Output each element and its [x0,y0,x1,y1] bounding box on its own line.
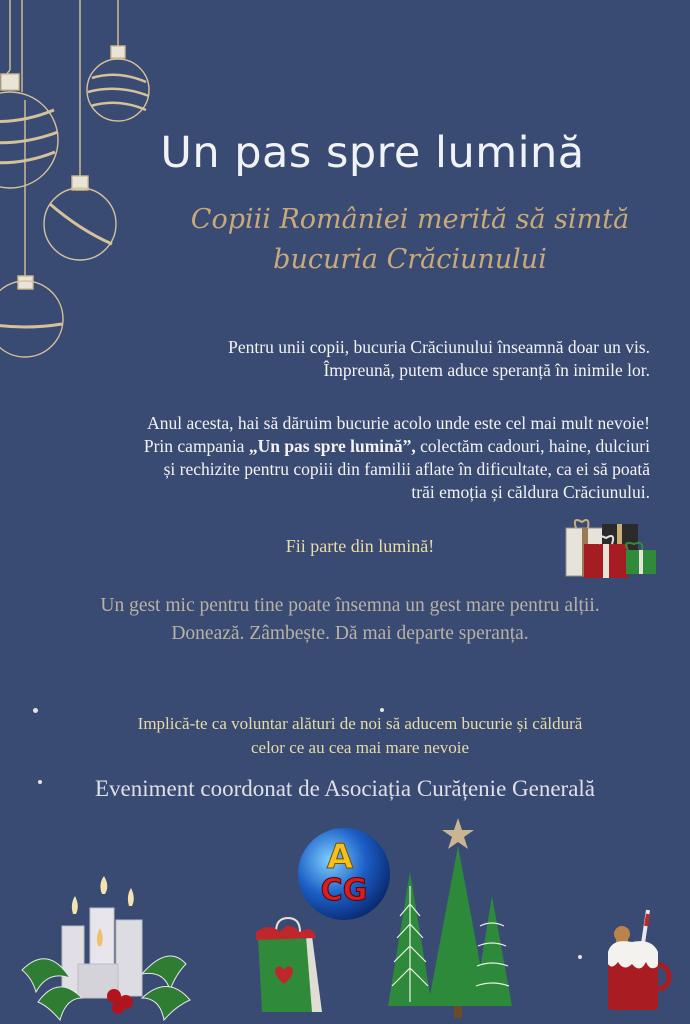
campaign-line: și rechizite pentru copiii din familii aflate în dificultate, ca ei să poată [163,459,650,479]
page-title: Un pas spre lumină [160,128,585,178]
gesture-paragraph [20,592,680,648]
campaign-line-suffix: colectăm cadouri, haine, dulciuri [415,436,650,456]
gesture-line: Un gest mic pentru tine poate însemna un gest mare pentru alții. [100,595,600,616]
campaign-name: „Un pas spre lumină”, [248,436,416,456]
volunteer-paragraph [50,712,670,760]
decorative-dot [33,708,38,713]
campaign-line [20,435,650,458]
campaign-line: Anul acesta, hai să dăruim bucurie acolo unde este cel mai mult nevoie! [147,413,650,433]
logo-letters-cg: CG [320,873,368,908]
decorative-dot [578,955,582,959]
hanging-ornaments-icon [0,0,160,360]
subtitle [180,200,640,280]
hot-chocolate-icon [602,910,674,1020]
campaign-paragraph [20,412,650,504]
gesture-line: Donează. Zâmbește. Dă mai departe speranța. [171,623,529,644]
acg-logo [296,826,392,922]
subtitle-line: bucuria Crăciunului [273,244,547,275]
organizer-text: Eveniment coordonat de Asociația Curățenie Generală [94,776,596,801]
subtitle-line: Copiii României merită să simtă [190,204,630,235]
call-to-action: Fii parte din lumină! [285,536,435,556]
advent-candles-icon [18,874,198,1024]
gift-boxes-icon [562,514,662,580]
volunteer-line: celor ce au cea mai mare nevoie [250,738,470,757]
campaign-line: trăi emoția și căldura Crăciunului. [411,482,650,502]
campaign-line-prefix: Prin campania [143,436,249,456]
intro-paragraph [100,336,650,382]
logo-letter-a: A [326,837,354,877]
intro-line: Pentru unii copii, bucuria Crăciunului înseamnă doar un vis. [228,337,650,357]
gift-bag-icon [250,916,330,1016]
christmas-trees-icon [388,816,528,1024]
volunteer-line: Implică-te ca voluntar alături de noi să aducem bucurie și căldură [137,714,583,733]
intro-line: Împreună, putem aduce speranță în inimile lor. [323,360,650,380]
